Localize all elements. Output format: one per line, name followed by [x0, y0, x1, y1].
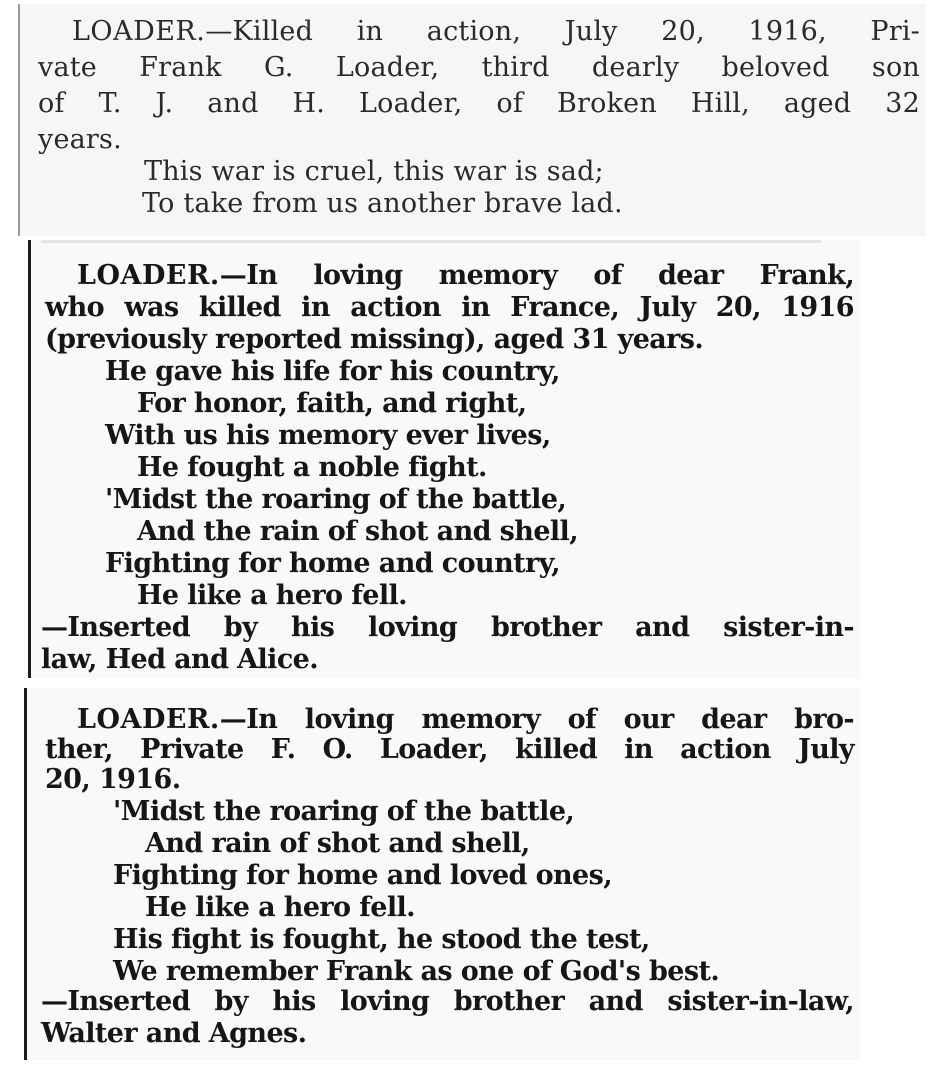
- notice-3-body-line-1: —In loving memory of our dear bro-: [219, 704, 854, 735]
- notice-3-body-line-2: ther, Private F. O. Loader, killed in action July: [45, 734, 854, 765]
- notice-3-verse-line-6: We remember Frank as one of God's best.: [113, 956, 720, 987]
- notice-3-verse-line-1: 'Midst the roaring of the battle,: [113, 796, 575, 827]
- notice-1-first-line: [72, 18, 920, 45]
- notice-3-body-line-3: 20, 1916.: [45, 764, 181, 795]
- notice-2-body-line-1: —In loving memory of dear Frank,: [219, 260, 854, 291]
- notice-2-verse-line-4: He fought a noble fight.: [137, 452, 487, 483]
- notice-2-verse-line-3: With us his memory ever lives,: [105, 420, 551, 451]
- notice-2-verse-line-6: And the rain of shot and shell,: [137, 516, 579, 547]
- notice-1-body-line-4: years.: [38, 124, 122, 155]
- notice-2-heading: LOADER.: [77, 260, 220, 291]
- notice-3-heading: LOADER.: [77, 704, 220, 735]
- notice-1-body-line-2: vate Frank G. Loader, third dearly beloved son: [38, 52, 920, 83]
- notice-1-body-line-1: —Killed in action, July 20, 1916, Pri-: [205, 16, 920, 47]
- notice-2-verse-line-7: Fighting for home and country,: [105, 548, 560, 579]
- notice-3-verse-line-3: Fighting for home and loved ones,: [113, 860, 613, 891]
- notice-3-verse-line-5: His fight is fought, he stood the test,: [113, 924, 650, 955]
- notice-2-verse-line-8: He like a hero fell.: [137, 580, 407, 611]
- notice-3-verse-line-2: And rain of shot and shell,: [145, 828, 530, 859]
- notice-3-inserted-line-1: —Inserted by his loving brother and sister-in-law,: [41, 986, 854, 1017]
- notice-2-inserted-line-2: law, Hed and Alice.: [41, 644, 319, 675]
- notice-1-heading: LOADER.: [72, 16, 206, 47]
- death-notice-2: [28, 240, 860, 678]
- notice-2-inserted-line-1: —Inserted by his loving brother and sister-in-: [41, 612, 854, 643]
- notice-3-inserted-line-2: Walter and Agnes.: [41, 1018, 307, 1049]
- notice-2-body-line-2: who was killed in action in France, July 20, 1916: [45, 292, 854, 323]
- notice-3-first-line: [77, 706, 854, 733]
- notice-1-body-line-3: of T. J. and H. Loader, of Broken Hill, aged 32: [38, 88, 920, 119]
- print-smudge: [41, 240, 821, 243]
- death-notice-3: [24, 688, 860, 1060]
- notice-3-verse-line-4: He like a hero fell.: [145, 892, 415, 923]
- notice-2-first-line: [77, 262, 854, 289]
- notice-2-verse-line-2: For honor, faith, and right,: [137, 388, 527, 419]
- notice-2-body-line-3: (previously reported missing), aged 31 years.: [45, 324, 704, 355]
- notice-1-verse-line-1: This war is cruel, this war is sad;: [144, 156, 604, 187]
- notice-1-verse-line-2: To take from us another brave lad.: [142, 188, 623, 219]
- death-notice-1: [18, 4, 926, 236]
- notice-2-verse-line-5: 'Midst the roaring of the battle,: [105, 484, 567, 515]
- notice-2-verse-line-1: He gave his life for his country,: [105, 356, 560, 387]
